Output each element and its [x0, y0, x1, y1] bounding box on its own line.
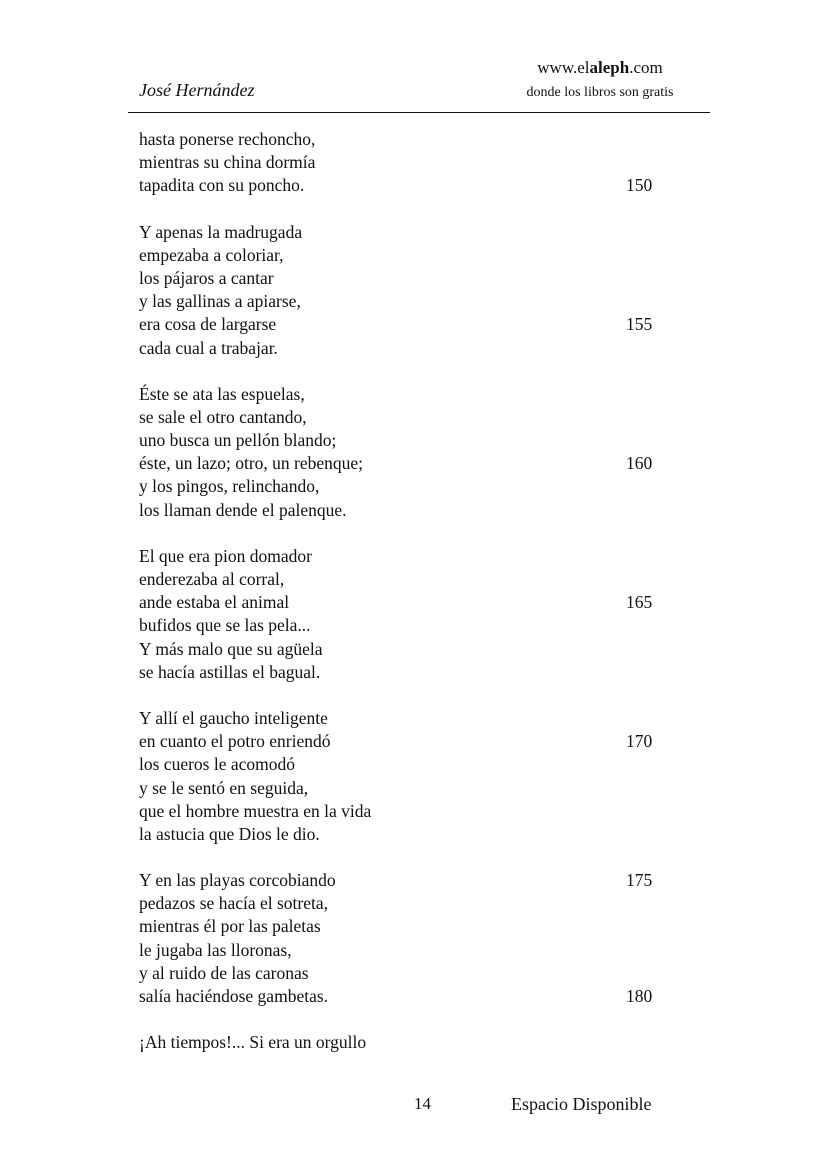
- verse-text: bufidos que se las pela...: [139, 615, 311, 636]
- verse-text: cada cual a trabajar.: [139, 337, 278, 358]
- site-url-suffix: .com: [629, 58, 663, 77]
- poem-body: [139, 128, 699, 1077]
- verse-text: y las gallinas a apiarse,: [139, 291, 301, 312]
- verse-text: tapadita con su poncho.: [139, 175, 305, 196]
- page-number: 14: [414, 1094, 431, 1113]
- verse-text: los llaman dende el palenque.: [139, 499, 347, 520]
- verse-text: que el hombre muestra en la vida: [139, 800, 372, 821]
- verse-text: éste, un lazo; otro, un rebenque;: [139, 453, 364, 474]
- stanza: [139, 1031, 699, 1054]
- verse-line: [139, 661, 699, 684]
- verse-line: [139, 313, 699, 336]
- line-number: 180: [626, 986, 653, 1006]
- site-url-prefix: www.el: [537, 58, 590, 77]
- verse-text: Y en las playas corcobiando: [139, 870, 336, 891]
- stanza: [139, 383, 699, 522]
- line-number: 170: [626, 731, 653, 752]
- verse-text: hasta ponerse rechoncho,: [139, 129, 316, 149]
- verse-line: [139, 174, 699, 197]
- verse-line: [139, 800, 699, 823]
- header-divider: [128, 112, 710, 113]
- verse-line: [139, 475, 699, 498]
- verse-text: los pájaros a cantar: [139, 267, 274, 288]
- verse-line: [139, 614, 699, 637]
- verse-text: y se le sentó en seguida,: [139, 777, 309, 798]
- verse-line: [139, 939, 699, 962]
- verse-text: pedazos se hacía el sotreta,: [139, 893, 329, 914]
- verse-line: [139, 777, 699, 800]
- verse-line: [139, 383, 699, 406]
- verse-line: [139, 985, 699, 1008]
- author-name: José Hernández: [139, 80, 255, 100]
- verse-text: Y apenas la madrugada: [139, 221, 303, 242]
- stanza: [139, 221, 699, 360]
- verse-text: la astucia que Dios le dio.: [139, 823, 320, 844]
- verse-line: [139, 499, 699, 522]
- verse-line: [139, 290, 699, 313]
- verse-text: Y allí el gaucho inteligente: [139, 707, 328, 728]
- verse-text: le jugaba las lloronas,: [139, 939, 292, 960]
- site-url-brand: aleph: [589, 58, 630, 77]
- verse-text: El que era pion domador: [139, 545, 313, 566]
- verse-line: [139, 406, 699, 429]
- verse-text: se hacía astillas el bagual.: [139, 661, 321, 682]
- verse-text: Éste se ata las espuelas,: [139, 383, 305, 404]
- verse-line: [139, 638, 699, 661]
- verse-line: [139, 823, 699, 846]
- verse-line: [139, 128, 699, 151]
- line-number: 165: [626, 592, 653, 613]
- verse-line: [139, 244, 699, 267]
- verse-text: mientras su china dormía: [139, 152, 316, 173]
- line-number: 150: [626, 175, 653, 196]
- verse-line: [139, 591, 699, 614]
- stanza: [139, 707, 699, 846]
- verse-line: [139, 568, 699, 591]
- verse-line: [139, 1031, 699, 1054]
- verse-line: [139, 730, 699, 753]
- line-number: 155: [626, 314, 653, 335]
- site-url[interactable]: [500, 58, 700, 78]
- verse-line: [139, 151, 699, 174]
- verse-text: se sale el otro cantando,: [139, 406, 307, 427]
- footer-note: Espacio Disponible: [511, 1094, 652, 1114]
- verse-line: [139, 753, 699, 776]
- verse-line: [139, 429, 699, 452]
- verse-text: y al ruido de las caronas: [139, 962, 309, 983]
- verse-line: [139, 267, 699, 290]
- verse-line: [139, 545, 699, 568]
- line-number: 160: [626, 453, 653, 474]
- verse-text: los cueros le acomodó: [139, 754, 295, 775]
- verse-line: [139, 337, 699, 360]
- verse-line: [139, 892, 699, 915]
- verse-line: [139, 962, 699, 985]
- verse-text: salía haciéndose gambetas.: [139, 986, 329, 1006]
- verse-line: [139, 707, 699, 730]
- site-tagline: donde los libros son gratis: [526, 85, 674, 100]
- verse-text: y los pingos, relinchando,: [139, 476, 320, 497]
- verse-line: [139, 452, 699, 475]
- verse-text: era cosa de largarse: [139, 314, 277, 335]
- verse-text: ¡Ah tiempos!... Si era un orgullo: [139, 1032, 367, 1053]
- verse-line: [139, 915, 699, 938]
- verse-text: ande estaba el animal: [139, 592, 290, 613]
- verse-text: enderezaba al corral,: [139, 569, 285, 589]
- stanza: [139, 869, 699, 1008]
- stanza: [139, 545, 699, 684]
- verse-text: Y más malo que su agüela: [139, 638, 323, 659]
- stanza: [139, 128, 699, 198]
- line-number: 175: [626, 870, 653, 891]
- verse-text: uno busca un pellón blando;: [139, 430, 337, 451]
- verse-text: mientras él por las paletas: [139, 916, 321, 937]
- verse-text: en cuanto el potro enriendó: [139, 731, 331, 752]
- verse-line: [139, 869, 699, 892]
- verse-text: empezaba a coloriar,: [139, 244, 284, 265]
- verse-line: [139, 221, 699, 244]
